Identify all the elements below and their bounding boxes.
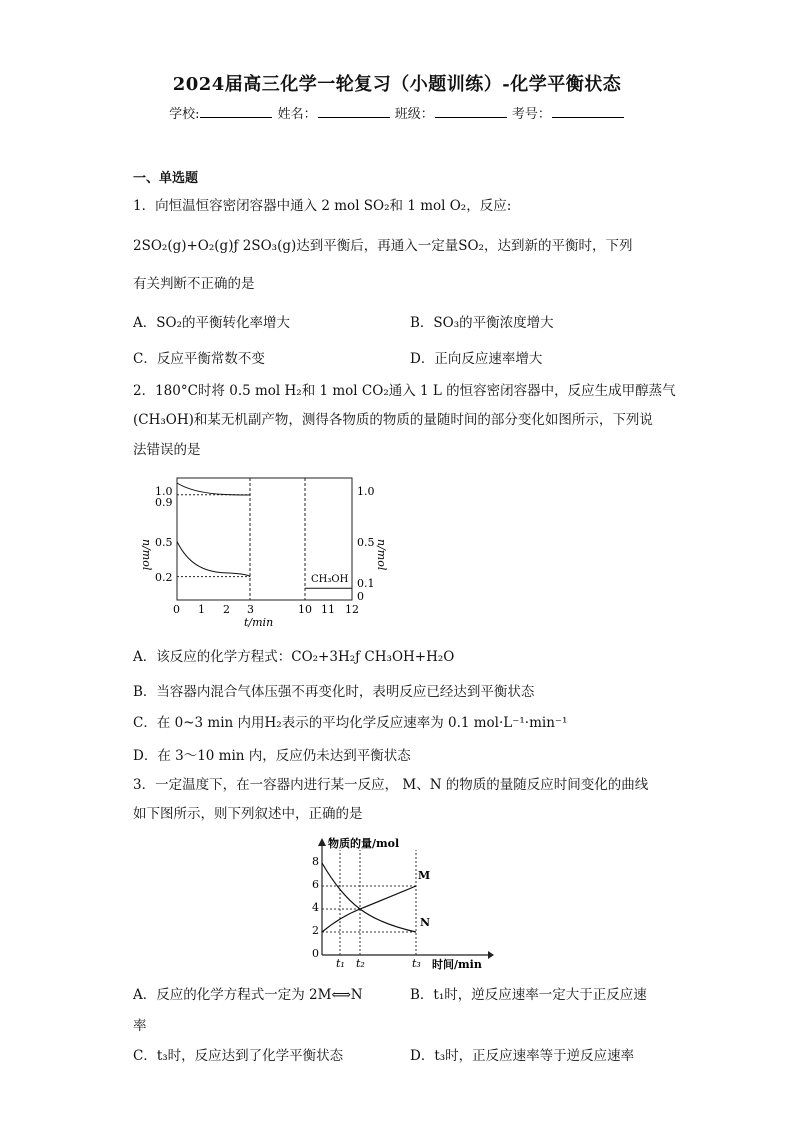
q3-x-arrow [488,951,494,959]
q2-ytick-0.9: 0.9 [155,496,173,509]
q2-stem-line1: 2．180°C时将 0.5 mol H₂和 1 mol CO₂通入 1 L 的恒容密闭容器中，反应生成甲醇蒸气 [133,383,676,399]
q3-option-d[interactable]: D．t₃时，正反应速率等于逆反应速率 [410,1048,635,1064]
q2-xtick-0: 0 [173,603,180,616]
q3-stem-line2: 如下图所示，则下列叙述中，正确的是 [133,806,363,822]
q1-option-d[interactable]: D．正向反应速率增大 [410,351,543,367]
q3-series-label-n: N [420,916,431,929]
q3-ylabel: 物质的量/mol [328,837,400,850]
q1-option-a[interactable]: A．SO₂的平衡转化率增大 [133,315,290,331]
q2-option-c[interactable]: C．在 0~3 min 内用H₂表示的平均化学反应速率为 0.1 mol·L⁻¹·min⁻¹ [133,715,568,731]
q2-chart [135,473,395,633]
q2-option-a[interactable]: A．该反应的化学方程式：CO₂+3H₂ƒ CH₃OH+H₂O [133,649,455,665]
q3-xtick-t2: t₂ [356,957,365,970]
q2-xtick-11: 11 [321,603,335,616]
q2-ytick-right-0: 0 [357,590,364,603]
q2-ytick-right-0.1: 0.1 [357,577,375,590]
class-blank[interactable] [435,105,507,118]
q2-ytick-right-1.0: 1.0 [357,485,375,498]
q2-xtick-3: 3 [247,603,254,616]
class-label: 班级： [394,107,434,122]
name-label: 姓名： [277,107,317,122]
q3-xtick-t3: t₃ [412,957,421,970]
q2-xtick-12: 12 [345,603,359,616]
number-label: 考号： [511,107,551,122]
q3-option-b-continued: 率 [133,1018,147,1034]
q2-ytick-right-0.5: 0.5 [357,536,375,549]
q3-option-c[interactable]: C．t₃时，反应达到了化学平衡状态 [133,1048,344,1064]
q3-ytick-6: 6 [312,878,319,891]
q3-option-b[interactable]: B．t₁时，逆反应速率一定大于正反应速 [410,987,647,1003]
q2-stem-line3: 法错误的是 [133,442,201,458]
q2-ylabel-right: n/mol [375,539,388,571]
school-blank[interactable] [200,105,272,118]
q1-stem-line2: 2SO₂(g)+O₂(g)ƒ 2SO₃(g)达到平衡后，再通入一定量SO₂，达到新的平衡时，下列 [133,238,633,254]
q2-ytick-1.0: 1.0 [155,485,173,498]
student-info-line [0,103,794,122]
number-blank[interactable] [552,105,624,118]
q2-stem-line2: (CH₃OH)和某无机副产物，测得各物质的物质的量随时间的部分变化如图所示，下列说 [133,412,653,428]
school-label: 学校: [169,107,200,122]
q2-ytick-0.5: 0.5 [155,536,173,549]
q2-xtick-1: 1 [198,603,205,616]
q2-ylabel-left: n/mol [140,539,153,571]
q3-xtick-t1: t₁ [336,957,345,970]
q2-xlabel: t/min [244,616,274,629]
q3-ytick-2: 2 [312,924,319,937]
q2-series-co2 [177,483,250,495]
q2-option-d[interactable]: D．在 3～10 min 内，反应仍未达到平衡状态 [133,748,411,764]
q1-stem-line1: 1．向恒温恒容密闭容器中通入 2 mol SO₂和 1 mol O₂，反应: [133,198,512,214]
name-blank[interactable] [318,105,390,118]
q2-xtick-2: 2 [223,603,230,616]
q1-option-b[interactable]: B．SO₃的平衡浓度增大 [410,315,554,331]
q2-option-b[interactable]: B．当容器内混合气体压强不再变化时，表明反应已经达到平衡状态 [133,684,535,700]
q1-stem-line3: 有关判断不正确的是 [133,276,255,292]
q2-ch3oh-label: CH₃OH [311,574,349,585]
section-title: 一、单选题 [133,171,199,186]
q2-xtick-10: 10 [298,603,312,616]
q3-ytick-8: 8 [312,855,319,868]
q3-chart [308,830,498,975]
q3-y-arrow [318,838,326,846]
page-title: 2024届高三化学一轮复习（小题训练）-化学平衡状态 [172,74,622,95]
q2-ytick-0.2: 0.2 [155,571,173,584]
q3-ytick-0: 0 [312,947,319,960]
q3-xlabel: 时间/min [432,958,482,971]
q3-series-label-m: M [418,869,431,882]
q3-option-a[interactable]: A．反应的化学方程式一定为 2M⟺N [133,987,363,1003]
q3-ytick-4: 4 [312,901,319,914]
q1-option-c[interactable]: C．反应平衡常数不变 [133,351,265,367]
q3-stem-line1: 3．一定温度下，在一容器内进行某一反应， M、N 的物质的量随反应时间变化的曲线 [133,777,649,793]
q2-series-h2 [177,542,250,577]
q3-series-m [322,886,416,932]
